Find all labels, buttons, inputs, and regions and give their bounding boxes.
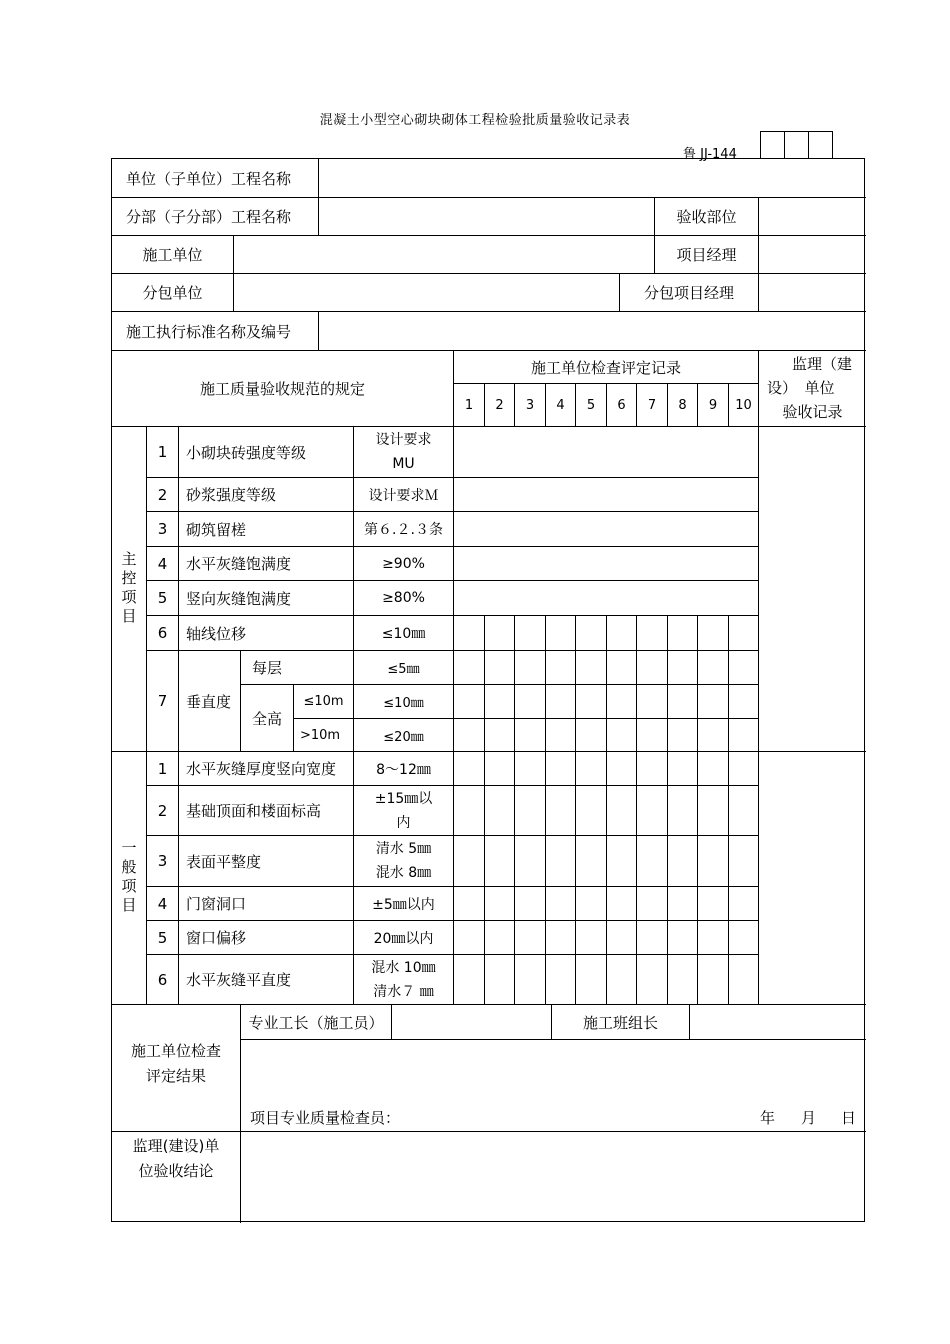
general-items-label: 一般项目	[119, 840, 138, 916]
item-requirement	[354, 786, 453, 835]
item-requirement-line1: 混水 10㎜	[371, 959, 436, 976]
gt10-requirement: ≤20㎜	[383, 729, 424, 745]
item-requirement-line2: 内	[396, 814, 411, 831]
acceptance-part-value[interactable]	[759, 198, 866, 235]
eval-result-line1: 施工单位检查	[130, 1042, 221, 1060]
subcontract-manager-label: 分包项目经理	[643, 284, 734, 302]
item-number: 2	[157, 485, 168, 504]
per-floor-label: 每层	[252, 659, 283, 677]
item-requirement-line2: MU	[392, 456, 415, 472]
item-number: 6	[157, 970, 168, 989]
project-manager-value[interactable]	[759, 236, 866, 273]
check-record-header: 施工单位检查评定记录	[530, 358, 681, 377]
supervisor-record-line1: 监理（建	[791, 355, 852, 373]
item-requirement: ±5㎜以内	[372, 896, 435, 913]
le10-label: ≤10m	[303, 694, 344, 709]
team-leader-label: 施工班组长	[582, 1013, 658, 1032]
standard-name-value[interactable]	[319, 312, 865, 350]
item-number: 2	[157, 801, 168, 820]
foreman-value[interactable]	[392, 1005, 551, 1039]
column-number: 10	[735, 397, 752, 413]
form-code-label: 鲁 JJ-144	[683, 147, 737, 162]
item-requirement: ≤10㎜	[381, 626, 426, 642]
column-number: 6	[617, 397, 626, 413]
supervisor-record-line2: 设） 单位	[767, 379, 835, 397]
construction-unit-label: 施工单位	[142, 246, 203, 264]
supervisor-record-line3: 验收记录	[782, 403, 843, 421]
item-number: 5	[157, 928, 168, 947]
item-name: 水平灰缝平直度	[186, 971, 292, 989]
item-number: 4	[157, 894, 168, 913]
subcontract-unit-value[interactable]	[234, 274, 619, 311]
item-name: 砌筑留槎	[186, 520, 247, 539]
item-requirement	[354, 427, 453, 477]
column-number: 9	[708, 397, 718, 413]
item-requirement: 设计要求Ｍ	[368, 487, 439, 504]
form-code-boxes	[760, 131, 833, 159]
acceptance-part-label: 验收部位	[676, 208, 737, 226]
item-requirement-line1: 设计要求	[375, 432, 432, 448]
supervisor-record-header	[759, 351, 866, 426]
full-height-label: 全高	[251, 709, 282, 728]
spec-rules-header: 施工质量验收规范的规定	[199, 380, 365, 398]
column-number: 7	[647, 397, 657, 413]
inspection-table	[111, 158, 865, 1222]
form-title: 混凝土小型空心砌块砌体工程检验批质量验收记录表	[319, 113, 631, 128]
item-number: 5	[157, 589, 168, 607]
item-requirement: ≥90%	[382, 555, 425, 572]
conclusion-line1: 监理(建设)单	[132, 1137, 220, 1155]
column-number: 4	[556, 397, 565, 413]
standard-name-label: 施工执行标准名称及编号	[126, 322, 292, 341]
item-requirement: 8～12㎜	[376, 761, 431, 778]
item-requirement: 20㎜以内	[373, 930, 434, 947]
construction-unit-value[interactable]	[234, 236, 654, 273]
item-number: 7	[157, 692, 168, 710]
item-name: 水平灰缝饱满度	[186, 555, 292, 573]
gt10-label: >10m	[300, 727, 341, 743]
column-number: 2	[495, 397, 504, 413]
subcontract-manager-value[interactable]	[759, 274, 866, 311]
item-number: 1	[157, 443, 168, 461]
per-floor-requirement: ≤5㎜	[387, 662, 420, 677]
foreman-label: 专业工长（施工员）	[248, 1013, 384, 1032]
eval-result-label	[112, 1039, 240, 1099]
code-box[interactable]	[784, 131, 809, 159]
main-control-label: 主控项目	[119, 551, 138, 627]
item-requirement-line2: 混水 8㎜	[375, 865, 432, 881]
item-requirement-line1: 清水 5㎜	[375, 841, 432, 857]
month-label: 月	[801, 1109, 817, 1127]
year-label: 年	[760, 1109, 776, 1127]
item-number: 6	[157, 624, 168, 642]
item-name: 基础顶面和楼面标高	[186, 802, 322, 820]
code-box[interactable]	[760, 131, 785, 159]
inspector-label: 项目专业质量检查员：	[250, 1109, 401, 1127]
conclusion-area[interactable]	[241, 1132, 866, 1222]
item-requirement	[354, 836, 453, 886]
code-box[interactable]	[808, 131, 833, 159]
sub-project-name-value[interactable]	[319, 198, 654, 235]
column-number: 3	[525, 397, 535, 413]
item-requirement: ≥80%	[382, 590, 425, 606]
item-name: 表面平整度	[186, 852, 262, 871]
item-number: 3	[157, 520, 168, 538]
le10-requirement: ≤10㎜	[383, 696, 424, 711]
item-number: 4	[157, 554, 168, 573]
item-name: 竖向灰缝饱满度	[186, 589, 292, 608]
item-requirement: 第６.２.３条	[364, 522, 443, 538]
item-name: 水平灰缝厚度竖向宽度	[186, 760, 337, 778]
subcontract-unit-label: 分包单位	[142, 284, 203, 302]
item-requirement-line2: 清水７ ㎜	[373, 983, 434, 1000]
item-name: 砂浆强度等级	[186, 486, 277, 504]
unit-project-name-value[interactable]	[319, 159, 865, 197]
item-requirement	[354, 955, 453, 1004]
eval-result-line2: 评定结果	[145, 1067, 206, 1085]
team-leader-value[interactable]	[690, 1005, 866, 1039]
column-number: 8	[678, 397, 687, 413]
item-requirement-line1: ±15㎜以	[374, 790, 433, 807]
conclusion-line2: 位验收结论	[138, 1162, 214, 1180]
item-name: 门窗洞口	[186, 895, 247, 913]
item-name: 垂直度	[186, 692, 232, 711]
day-label: 日	[841, 1109, 857, 1127]
item-name: 小砌块砖强度等级	[186, 443, 307, 462]
project-manager-label: 项目经理	[676, 246, 737, 264]
column-number: 1	[464, 397, 474, 413]
item-number: 1	[157, 759, 168, 778]
item-name: 轴线位移	[186, 624, 247, 643]
item-name: 窗口偏移	[186, 929, 247, 947]
item-number: 3	[157, 852, 168, 870]
sub-project-name-label: 分部（子分部）工程名称	[126, 208, 292, 226]
conclusion-label	[112, 1132, 240, 1192]
column-number: 5	[586, 397, 596, 413]
unit-project-name-label: 单位（子单位）工程名称	[126, 169, 292, 188]
